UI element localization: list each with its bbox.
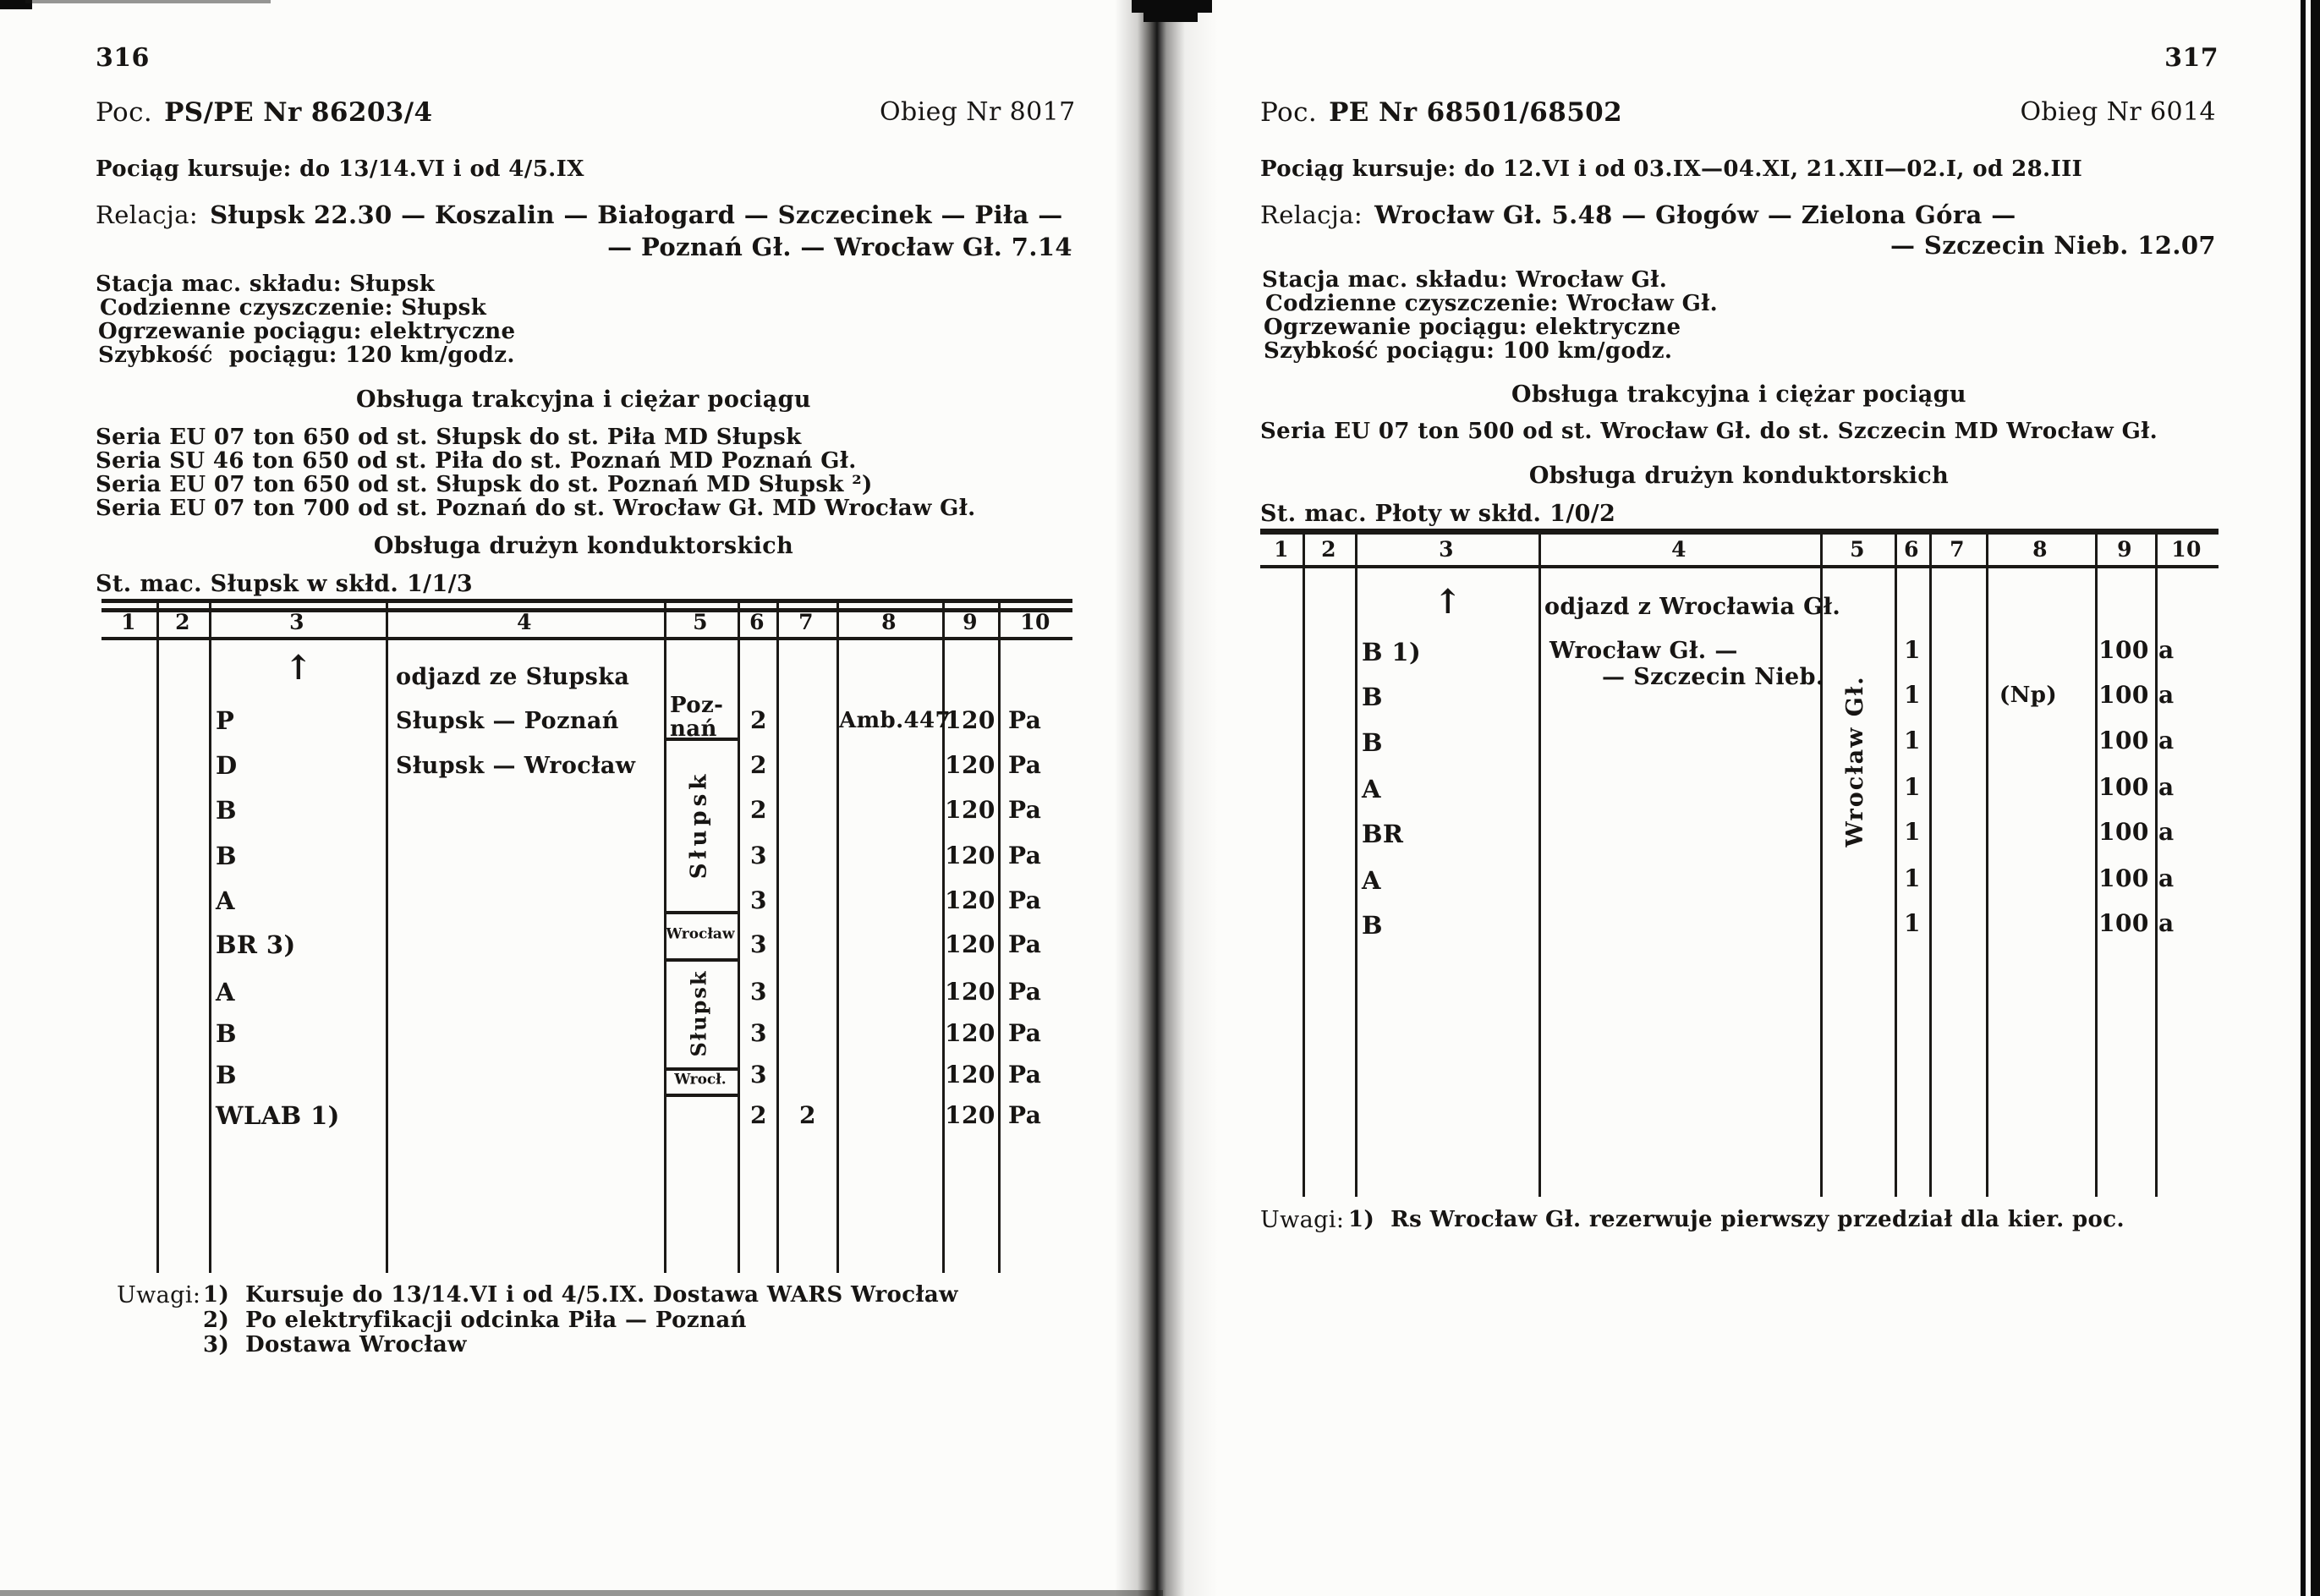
service-cell: (Np) [1999, 683, 2058, 708]
table-header-cell: 7 [798, 610, 814, 634]
train-header [96, 98, 432, 128]
departure-note: odjazd z Wrocławia Gł. [1544, 594, 1841, 620]
table-rule-vertical [1355, 568, 1357, 1197]
station-segment-label: Poz- [670, 693, 724, 718]
brake-cell: a [2158, 681, 2175, 709]
car-type-cell: B [216, 796, 237, 825]
table-header-cell: 6 [749, 610, 765, 634]
depot-info-line: Szybkość pociągu: 120 km/godz. [98, 343, 515, 368]
table-tick [209, 599, 211, 637]
count-cell: 3 [750, 1061, 767, 1089]
table-tick [1820, 529, 1823, 565]
table-header-cell: 6 [1904, 537, 1919, 562]
speed-cell: 100 [2098, 864, 2149, 892]
table-header-cell: 9 [2117, 537, 2132, 562]
route-label: Relacja: [96, 200, 199, 229]
car-type-cell: A [1362, 775, 1381, 803]
car-type-cell: BR 3) [216, 930, 296, 959]
brake-cell: a [2158, 818, 2175, 846]
train-number: PS/PE Nr 86203/4 [164, 97, 433, 128]
depot-info-line: Szybkość pociągu: 100 km/godz. [1264, 338, 1673, 364]
circulation-number: Obieg Nr 8017 [880, 97, 1076, 127]
table-tick [836, 599, 839, 637]
station-segment-label: nań [670, 716, 717, 742]
table-header-cell: 9 [963, 610, 978, 634]
speed-cell: 120 [945, 930, 995, 958]
count-cell: 1 [1904, 681, 1921, 709]
speed-cell: 100 [2098, 727, 2149, 754]
page-number: 316 [96, 43, 150, 73]
table-rule-vertical [2095, 568, 2098, 1197]
running-period: Pociąg kursuje: do 12.VI i od 03.IX—04.XI, 21.XII—02.I, od 28.III [1260, 156, 2083, 182]
car-type-cell: B [1362, 683, 1383, 711]
gutter-top-mark [1144, 12, 1198, 22]
table-rule-vertical [664, 640, 666, 1273]
train-label: Poc. [1260, 97, 1318, 128]
depot-info-line: Stacja mac. składu: Wrocław Gł. [1262, 267, 1668, 293]
speed-cell: 120 [945, 1101, 995, 1129]
table-tick [1929, 529, 1932, 565]
conductor-section-title: Obsługa drużyn konduktorskich [373, 533, 794, 559]
table-tick [738, 599, 740, 637]
table-tick [156, 599, 159, 637]
brake-cell: Pa [1008, 886, 1042, 914]
speed-cell: 120 [945, 796, 995, 824]
table-rule-vertical [1929, 568, 1932, 1197]
route-header [1260, 201, 2016, 228]
count-cell: 1 [1904, 773, 1921, 801]
car-type-cell: B [216, 842, 237, 870]
traction-line: Seria EU 07 ton 650 od st. Słupsk do st. Piła MD Słupsk [96, 425, 802, 450]
speed-cell: 120 [945, 751, 995, 779]
table-rule-vertical [738, 640, 740, 1273]
brake-cell: Pa [1008, 1061, 1042, 1089]
crew-station-line: St. mac. Płoty w skłd. 1/0/2 [1260, 501, 1616, 527]
count-cell: 2 [750, 751, 767, 779]
table-tick [2095, 529, 2098, 565]
car-type-cell: B [1362, 728, 1383, 757]
table-rule-vertical [1820, 568, 1823, 1197]
count-cell: 2 [750, 1101, 767, 1129]
speed-cell: 120 [945, 978, 995, 1006]
count-cell: 2 [750, 706, 767, 734]
col5-separator [666, 958, 738, 962]
car-type-cell: B [216, 1061, 237, 1089]
circulation-number: Obieg Nr 6014 [2020, 97, 2216, 127]
table-header-cell: 7 [1950, 537, 1965, 562]
table-header-cell: 2 [1321, 537, 1336, 562]
brake-cell: Pa [1008, 930, 1042, 958]
brake-cell: Pa [1008, 706, 1042, 734]
route-cell: Wrocław Gł. — [1549, 638, 1738, 664]
table-rule-vertical [2155, 568, 2158, 1197]
table-header-cell: 3 [289, 610, 304, 634]
car-type-cell: B [216, 1019, 237, 1048]
count-cell: 3 [750, 842, 767, 869]
brake-cell: a [2158, 636, 2175, 664]
notes-label: Uwagi: [117, 1282, 201, 1308]
rotated-station-label: Wrocław Gł. [1841, 675, 1868, 847]
car-type-cell: D [216, 751, 238, 780]
gutter-top-mark [1132, 0, 1212, 13]
col5-separator [666, 911, 738, 914]
table-tick [1895, 529, 1897, 565]
count-cell: 2 [750, 796, 767, 824]
speed-cell: 120 [945, 1061, 995, 1089]
speed-cell: 100 [2098, 773, 2149, 801]
count-cell: 1 [1904, 636, 1921, 664]
table-rule-vertical [998, 640, 1001, 1273]
speed-cell: 100 [2098, 818, 2149, 846]
table-header-cell: 8 [881, 610, 897, 634]
table-tick [1303, 529, 1305, 565]
table-header-cell: 1 [121, 610, 136, 634]
count-cell: 1 [1904, 864, 1921, 892]
table-header-cell: 2 [175, 610, 190, 634]
route-cell: Słupsk — Poznań [396, 708, 619, 734]
car-type-cell: WLAB 1) [216, 1101, 340, 1130]
table-rule-vertical [386, 640, 388, 1273]
table-rule-vertical [1303, 568, 1305, 1197]
note-line: 2) Po elektryfikacji odcinka Piła — Poznań [203, 1308, 747, 1333]
table-rule-horizontal [101, 608, 1072, 612]
col5-separator [666, 1094, 738, 1097]
scan-corner-mark [25, 0, 271, 3]
note-line: 3) Dostawa Wrocław [203, 1332, 467, 1357]
table-header-cell: 10 [1020, 610, 1050, 634]
table-tick [1355, 529, 1357, 565]
note-line: 1) Rs Wrocław Gł. rezerwuje pierwszy przedział dla kier. poc. [1348, 1207, 2125, 1232]
table-header-cell: 1 [1274, 537, 1289, 562]
depot-info-line: Ogrzewanie pociągu: elektryczne [1264, 315, 1681, 340]
route-label: Relacja: [1260, 200, 1363, 229]
brake-cell: a [2158, 773, 2175, 801]
page-bottom-shadow [0, 1590, 1163, 1596]
page-number: 317 [2164, 43, 2219, 73]
table-rule-vertical [1986, 568, 1988, 1197]
table-header-cell: 8 [2032, 537, 2048, 562]
crew-station-line: St. mac. Słupsk w skłd. 1/1/3 [96, 571, 474, 597]
table-tick [998, 599, 1001, 637]
scan-edge-band [2311, 0, 2320, 1596]
speed-cell: 100 [2098, 636, 2149, 664]
car-type-cell: BR [1362, 820, 1404, 848]
route-line-2: — Poznań Gł. — Wrocław Gł. 7.14 [607, 233, 1072, 261]
speed-cell: 120 [945, 1019, 995, 1047]
count-cell: 2 [799, 1101, 816, 1129]
count-cell: 3 [750, 886, 767, 914]
rotated-station-label: Słupsk [686, 969, 711, 1057]
table-rule-vertical [156, 640, 159, 1273]
brake-cell: a [2158, 727, 2175, 754]
traction-line: Seria EU 07 ton 700 od st. Poznań do st. Wrocław Gł. MD Wrocław Gł. [96, 496, 976, 521]
count-cell: 3 [750, 1019, 767, 1047]
running-period: Pociąg kursuje: do 13/14.VI i od 4/5.IX [96, 156, 584, 182]
table-tick [776, 599, 779, 637]
table-header-cell: 5 [693, 610, 708, 634]
route-line-1: Wrocław Gł. 5.48 — Głogów — Zielona Góra — [1374, 200, 2016, 229]
table-header-cell: 4 [517, 610, 532, 634]
table-tick [1538, 529, 1541, 565]
route-header [96, 201, 1063, 228]
table-rule-horizontal [1260, 529, 2219, 535]
table-header-cell: 4 [1671, 537, 1687, 562]
train-number: PE Nr 68501/68502 [1329, 97, 1623, 128]
service-cell: Amb.447 [839, 708, 951, 733]
speed-cell: 100 [2098, 909, 2149, 937]
notes-label: Uwagi: [1260, 1207, 1345, 1233]
train-label: Poc. [96, 97, 153, 128]
route-cell: Słupsk — Wrocław [396, 753, 636, 779]
brake-cell: a [2158, 909, 2175, 937]
direction-arrow-icon: ↑ [284, 648, 313, 688]
table-rule-vertical [1538, 568, 1541, 1197]
scan-edge-line [2301, 0, 2306, 1596]
table-header-cell: 5 [1850, 537, 1865, 562]
table-rule-vertical [1895, 568, 1897, 1197]
depot-info-line: Codzienne czyszczenie: Słupsk [100, 295, 487, 321]
table-rule-horizontal [1260, 565, 2219, 568]
table-rule-horizontal [101, 599, 1072, 603]
station-segment-label: Wrocław [666, 925, 735, 943]
brake-cell: Pa [1008, 978, 1042, 1006]
table-header-cell: 10 [2171, 537, 2202, 562]
note-line: 1) Kursuje do 13/14.VI i od 4/5.IX. Dostawa WARS Wrocław [203, 1282, 958, 1308]
car-type-cell: B [1362, 911, 1383, 940]
depot-info-line: Stacja mac. składu: Słupsk [96, 271, 436, 297]
route-line-1: Słupsk 22.30 — Koszalin — Białogard — Szczecinek — Piła — [210, 200, 1063, 229]
brake-cell: Pa [1008, 796, 1042, 824]
table-tick [1986, 529, 1988, 565]
car-type-cell: A [1362, 866, 1381, 895]
count-cell: 3 [750, 930, 767, 958]
table-header-cell: 3 [1439, 537, 1454, 562]
table-tick [942, 599, 945, 637]
speed-cell: 120 [945, 842, 995, 869]
speed-cell: 120 [945, 886, 995, 914]
brake-cell: Pa [1008, 842, 1042, 869]
car-type-cell: P [216, 706, 235, 735]
car-type-cell: A [216, 886, 235, 915]
station-segment-label: Wrocł. [674, 1071, 727, 1089]
route-line-2: — Szczecin Nieb. 12.07 [1890, 231, 2216, 260]
brake-cell: Pa [1008, 1019, 1042, 1047]
count-cell: 1 [1904, 727, 1921, 754]
car-type-cell: A [216, 978, 235, 1006]
table-rule-vertical [209, 640, 211, 1273]
departure-note: odjazd ze Słupska [396, 664, 630, 690]
table-tick [664, 599, 666, 637]
brake-cell: Pa [1008, 751, 1042, 779]
count-cell: 3 [750, 978, 767, 1006]
conductor-section-title: Obsługa drużyn konduktorskich [1528, 463, 1950, 489]
table-rule-vertical [776, 640, 779, 1273]
speed-cell: 120 [945, 706, 995, 734]
table-rule-horizontal [101, 637, 1072, 640]
traction-line: Seria EU 07 ton 650 od st. Słupsk do st. Poznań MD Słupsk ²) [96, 472, 873, 497]
table-tick [2155, 529, 2158, 565]
direction-arrow-icon: ↑ [1434, 582, 1462, 622]
route-cell: — Szczecin Nieb. [1602, 664, 1824, 690]
traction-line: Seria SU 46 ton 650 od st. Piła do st. Poznań MD Poznań Gł. [96, 448, 857, 474]
brake-cell: a [2158, 864, 2175, 892]
traction-section-title: Obsługa trakcyjna i ciężar pociągu [1511, 381, 1966, 408]
count-cell: 1 [1904, 909, 1921, 937]
rotated-station-label: Słupsk [686, 770, 712, 880]
book-gutter-shadow [1115, 0, 1218, 1596]
depot-info-line: Codzienne czyszczenie: Wrocław Gł. [1265, 291, 1719, 316]
train-header [1260, 98, 1622, 128]
traction-section-title: Obsługa trakcyjna i ciężar pociągu [356, 387, 811, 413]
traction-line: Seria EU 07 ton 500 od st. Wrocław Gł. do st. Szczecin MD Wrocław Gł. [1260, 419, 2158, 444]
table-tick [386, 599, 388, 637]
col5-separator [666, 1067, 738, 1071]
brake-cell: Pa [1008, 1101, 1042, 1129]
car-type-cell: B 1) [1362, 638, 1422, 666]
depot-info-line: Ogrzewanie pociągu: elektryczne [98, 319, 516, 344]
speed-cell: 100 [2098, 681, 2149, 709]
count-cell: 1 [1904, 818, 1921, 846]
table-rule-vertical [836, 640, 839, 1273]
